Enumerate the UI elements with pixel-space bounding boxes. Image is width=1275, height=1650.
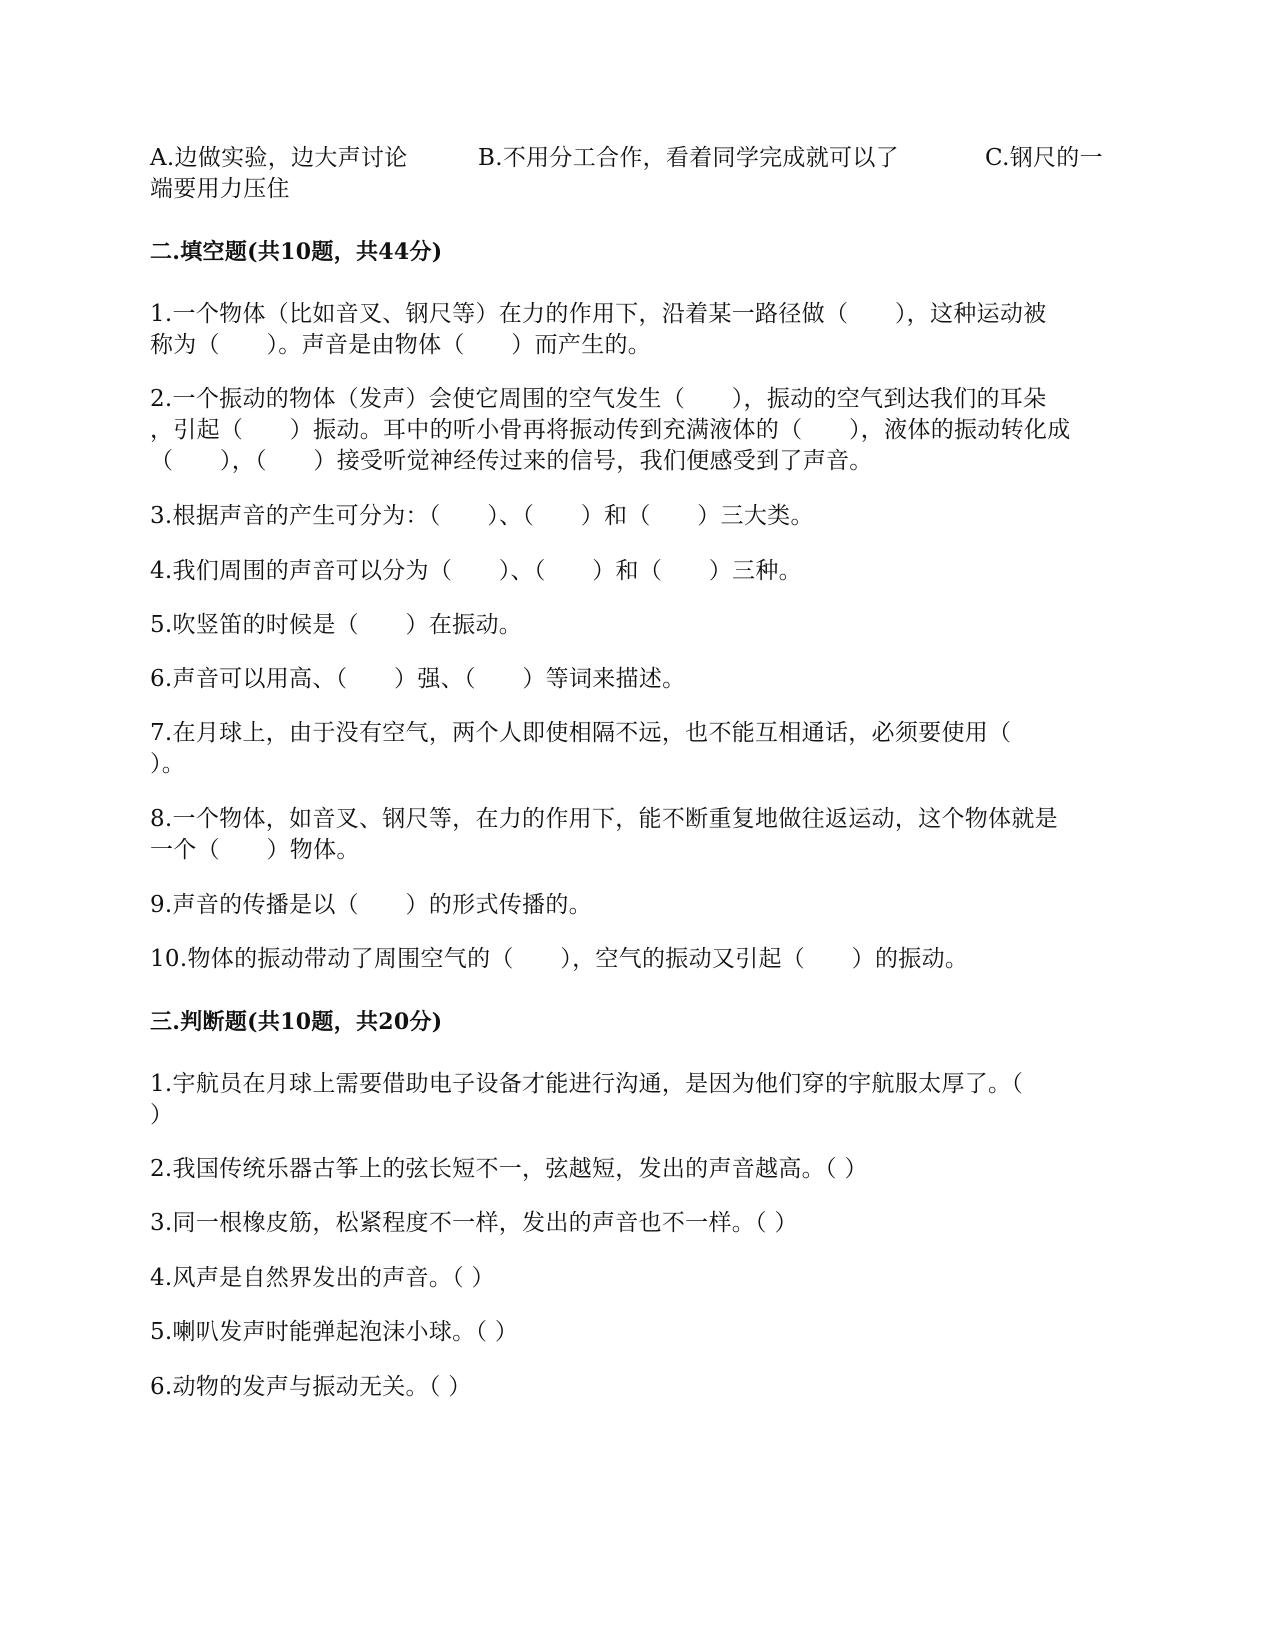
option-c: C.钢尺的一 (985, 145, 1103, 171)
fill-question-5: 5.吹竖笛的时候是（ ）在振动。 (150, 612, 523, 638)
fill-question-1-line-1: 1.一个物体（比如音叉、钢尺等）在力的作用下，沿着某一路径做（ ），这种运动被 (150, 301, 1047, 327)
tf-question-1-line-1: 1.宇航员在月球上需要借助电子设备才能进行沟通，是因为他们穿的宇航服太厚了。（ (150, 1071, 1024, 1097)
tf-question-1-line-2: ） (150, 1102, 174, 1128)
fill-question-7-line-2: ）。 (150, 751, 186, 777)
fill-question-7-line-1: 7.在月球上，由于没有空气，两个人即使相隔不远，也不能互相通话，必须要使用（ (150, 720, 1012, 746)
previous-question-options (150, 143, 1103, 173)
tf-question-2: 2.我国传统乐器古筝上的弦长短不一，弦越短，发出的声音越高。（ ） (150, 1156, 868, 1182)
tf-question-3: 3.同一根橡皮筋，松紧程度不一样，发出的声音也不一样。（ ） (150, 1210, 798, 1236)
option-c-continued: 端要用力压住 (150, 176, 290, 202)
tf-question-5: 5.喇叭发声时能弹起泡沫小球。（ ） (150, 1319, 519, 1345)
fill-question-3: 3.根据声音的产生可分为：（ ）、（ ）和（ ）三大类。 (150, 503, 814, 529)
fill-question-9: 9.声音的传播是以（ ）的形式传播的。 (150, 892, 592, 918)
section-heading-true-false: 三.判断题(共10题，共20分) (150, 1009, 443, 1035)
fill-question-6: 6.声音可以用高、（ ）强、（ ）等词来描述。 (150, 666, 686, 692)
fill-question-10: 10.物体的振动带动了周围空气的（ ），空气的振动又引起（ ）的振动。 (150, 946, 969, 972)
tf-question-6: 6.动物的发声与振动无关。（ ） (150, 1374, 472, 1400)
fill-question-2-line-1: 2.一个振动的物体（发声）会使它周围的空气发生（ ），振动的空气到达我们的耳朵 (150, 386, 1047, 412)
fill-question-8-line-2: 一个（ ）物体。 (150, 837, 360, 863)
fill-question-4: 4.我们周围的声音可以分为（ ）、（ ）和（ ）三种。 (150, 558, 802, 584)
section-heading-fill-blank: 二.填空题(共10题，共44分) (150, 239, 443, 265)
fill-question-2-line-3: （ ），（ ）接受听觉神经传过来的信号，我们便感受到了声音。 (150, 448, 873, 474)
tf-question-4: 4.风声是自然界发出的声音。（ ） (150, 1265, 495, 1291)
fill-question-8-line-1: 8.一个物体，如音叉、钢尺等，在力的作用下，能不断重复地做往返运动，这个物体就是 (150, 806, 1058, 832)
fill-question-2-line-2: ，引起（ ）振动。耳中的听小骨再将振动传到充满液体的（ ），液体的振动转化成 (150, 417, 1071, 443)
option-a: A.边做实验，边大声讨论 (150, 145, 408, 171)
fill-question-1-line-2: 称为（ ）。声音是由物体（ ）而产生的。 (150, 332, 652, 358)
option-b: B.不用分工合作，看着同学完成就可以了 (478, 145, 899, 171)
